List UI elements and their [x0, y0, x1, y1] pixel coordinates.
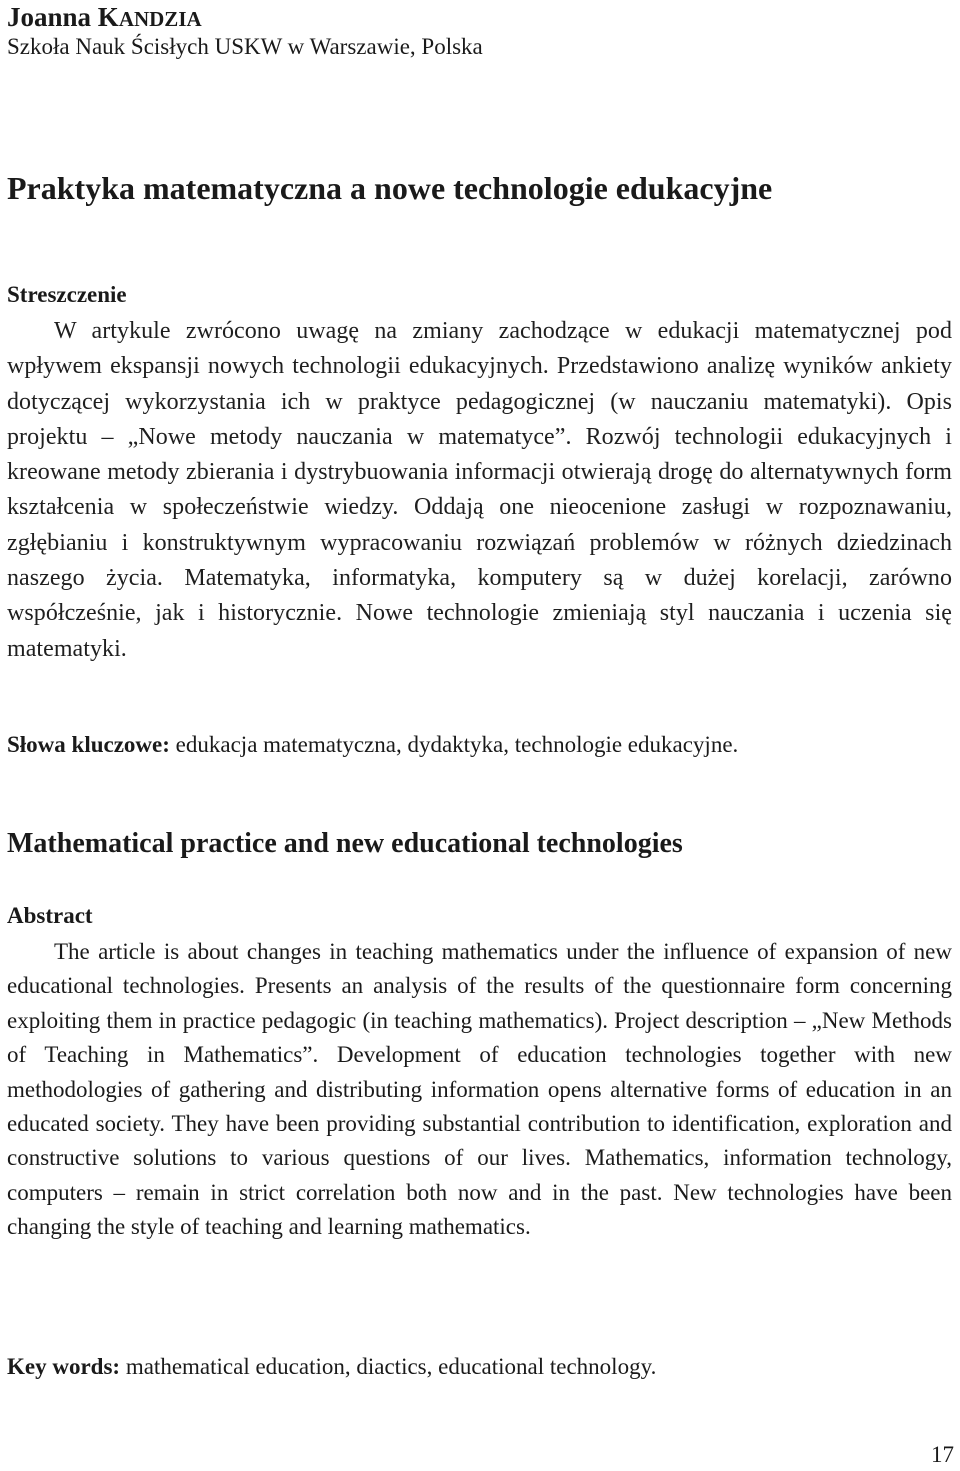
author-name — [7, 2, 952, 34]
author-affiliation: Szkoła Nauk Ścisłych USKW w Warszawie, Polska — [7, 34, 483, 59]
keywords-english — [7, 1350, 952, 1384]
author-last-name — [98, 2, 202, 32]
keywords-value-english: mathematical education, diactics, educational technology. — [120, 1354, 657, 1379]
abstract-text-polish-content: W artykule zwrócono uwagę na zmiany zachodzące w edukacji matematycznej pod wpływem ekspansji nowych technologii edukacyjnych. Przedstawiono analizę wyników ankiety dotyczącej wykorzystania ich w praktyce pedagogicznej (w nauczaniu matematyki). Opis projektu – „Nowe metody nauczania w matematyce”. Rozwój technologii edukacyjnych i kreowane metody zbierania i dystrybuowania informacji otwierają drogę do alternatywnych form kształcenia w społeczeństwie wiedzy. Oddają one nieocenione zasługi w rozpoznawaniu, zgłębianiu i konstruktywnym wypracowaniu rozwiązań problemów w różnych dziedzinach naszego życia. Matematyka, informatyka, komputery są w dużej korelacji, zarówno współcześnie, jak i historycznie. Nowe technologie zmieniają styl nauczania i uczenia się matematyki. — [7, 318, 952, 662]
paper-title-polish: Praktyka matematyczna a nowe technologie edukacyjne — [7, 170, 773, 206]
abstract-text-english: The article is about changes in teaching mathematics under the influence of expansion of new educational technologies. Presents an analysis of the results of the questionnaire form concerning exploiting them in practice pedagogic (in teaching mathematics). Project description – „New Methods of Teaching in Mathematics”. Development of education technologies together with new methodologies of gathering and distributing information opens alternative forms of education in an educated society. They have been providing substantial contribution to identification, exploration and constructive solutions to various questions of our lives. Mathematics, information technology, computers – remain in strict correlation both now and in the past. New technologies have been changing the style of teaching and learning mathematics. — [7, 939, 952, 1240]
abstract-text-polish — [7, 313, 952, 666]
page-number: 17 — [931, 1442, 954, 1467]
keywords-polish — [7, 728, 952, 762]
keywords-value-polish: edukacja matematyczna, dydaktyka, technologie edukacyjne. — [169, 732, 739, 757]
author-last-initial: K — [97, 2, 119, 32]
abstract-heading-polish: Streszczenie — [7, 282, 127, 307]
keywords-label-english: Key words: — [7, 1354, 121, 1379]
abstract-heading-english: Abstract — [7, 903, 93, 928]
paper-title-english: Mathematical practice and new educational technologies — [7, 828, 683, 859]
keywords-label-polish: Słowa kluczowe: — [7, 732, 170, 757]
author-first-name: Joanna — [7, 2, 92, 32]
author-last-rest: ANDZIA — [118, 7, 202, 31]
